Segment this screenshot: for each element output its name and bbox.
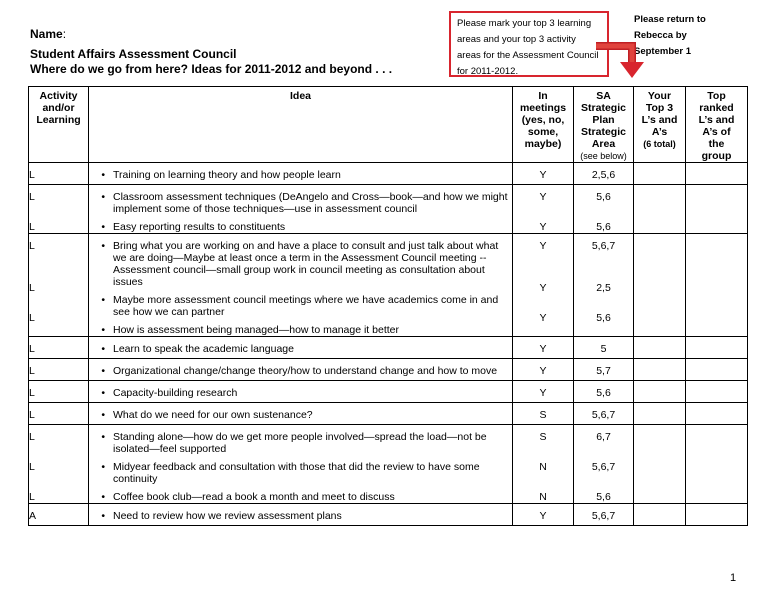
cell-top-ranked <box>686 359 748 381</box>
list-item <box>89 387 512 399</box>
meetings-value: Y <box>539 282 547 294</box>
bullet-icon: • <box>101 240 105 252</box>
meetings-value: N <box>539 461 547 473</box>
cell-strategic-area <box>574 504 634 526</box>
cell-in-meetings <box>513 403 574 425</box>
cell-your-top-3[interactable] <box>634 403 686 425</box>
cell-your-top-3[interactable] <box>634 234 686 337</box>
bullet-icon: • <box>101 387 105 399</box>
list-item <box>89 294 512 318</box>
meetings-value: S <box>539 409 547 421</box>
bullet-icon: • <box>101 431 105 443</box>
meetings-value: Y <box>539 365 547 377</box>
cell-in-meetings <box>513 381 574 403</box>
col-activity-learning: Activity and/or Learning <box>29 87 89 163</box>
bullet-icon: • <box>101 365 105 377</box>
activity-type-label: L <box>29 191 35 203</box>
cell-idea <box>89 163 513 185</box>
cell-top-ranked <box>686 381 748 403</box>
idea-text: Easy reporting results to constituents <box>113 221 286 233</box>
bullet-icon: • <box>101 221 105 233</box>
cell-top-ranked <box>686 163 748 185</box>
meetings-value: Y <box>539 221 547 233</box>
cell-your-top-3[interactable] <box>634 425 686 504</box>
strategic-area-value: 5,6,7 <box>591 461 616 473</box>
idea-text: Midyear feedback and consultation with those that did the review to have some continuity <box>113 461 480 485</box>
cell-idea <box>89 403 513 425</box>
bullet-icon: • <box>101 409 105 421</box>
cell-activity-type <box>29 381 89 403</box>
cell-idea <box>89 504 513 526</box>
cell-strategic-area <box>574 234 634 337</box>
table-row <box>29 381 748 403</box>
cell-top-ranked <box>686 403 748 425</box>
cell-strategic-area <box>574 163 634 185</box>
strategic-area-value: 5,6 <box>596 312 611 324</box>
activity-type-label: A <box>29 510 37 522</box>
cell-in-meetings <box>513 359 574 381</box>
cell-activity-type <box>29 337 89 359</box>
cell-strategic-area <box>574 185 634 234</box>
col-in-meetings: In meetings (yes, no, some, maybe) <box>513 87 574 163</box>
activity-type-label: L <box>29 431 35 443</box>
list-item <box>89 409 512 421</box>
strategic-area-value: 5,6 <box>596 491 611 503</box>
strategic-area-value: 5,6 <box>596 191 611 203</box>
activity-type-label: L <box>29 365 35 377</box>
table-row <box>29 403 748 425</box>
title-line-1: Student Affairs Assessment Council <box>30 47 237 61</box>
cell-your-top-3[interactable] <box>634 359 686 381</box>
cell-your-top-3[interactable] <box>634 504 686 526</box>
idea-text: Coffee book club—read a book a month and meet to discuss <box>113 491 395 503</box>
cell-your-top-3[interactable] <box>634 337 686 359</box>
activity-type-label: L <box>29 409 35 421</box>
instruction-note: Please mark your top 3 learning areas and your top 3 activity areas for the Assessment Council for 2011-2012. <box>449 11 609 77</box>
meetings-value: Y <box>539 510 547 522</box>
bullet-icon: • <box>101 191 105 203</box>
page-number: 1 <box>730 572 737 584</box>
cell-activity-type <box>29 504 89 526</box>
activity-type-label: L <box>29 491 35 503</box>
name-field-label: Name: <box>30 27 67 41</box>
cell-strategic-area <box>574 381 634 403</box>
table-row <box>29 425 748 504</box>
bullet-icon: • <box>101 343 105 355</box>
idea-text: Capacity-building research <box>113 387 238 399</box>
strategic-area-value: 5,6,7 <box>591 409 616 421</box>
list-item <box>89 510 512 522</box>
cell-strategic-area <box>574 359 634 381</box>
cell-top-ranked <box>686 425 748 504</box>
idea-text: How is assessment being managed—how to manage it better <box>113 324 399 336</box>
list-item <box>89 491 512 503</box>
return-note: Please return to Rebecca by September 1 <box>634 14 706 57</box>
cell-in-meetings <box>513 337 574 359</box>
bullet-icon: • <box>101 491 105 503</box>
idea-text: Learn to speak the academic language <box>113 343 294 355</box>
cell-strategic-area <box>574 337 634 359</box>
col-idea: Idea <box>89 87 513 163</box>
cell-activity-type <box>29 359 89 381</box>
cell-in-meetings <box>513 234 574 337</box>
cell-idea <box>89 234 513 337</box>
idea-text: Classroom assessment techniques (DeAngelo and Cross—book—and how we might implement some of those techniques—use in assessment council <box>113 191 508 215</box>
cell-in-meetings <box>513 425 574 504</box>
col-sa-strategic-area: SA Strategic Plan Strategic Area (see below) <box>574 87 634 163</box>
activity-type-label: L <box>29 461 35 473</box>
list-item <box>89 343 512 355</box>
meetings-value: Y <box>539 169 547 181</box>
idea-text: What do we need for our own sustenance? <box>113 409 313 421</box>
cell-in-meetings <box>513 163 574 185</box>
list-item <box>89 365 512 377</box>
idea-text: Maybe more assessment council meetings where we have academics come in and see how we can partner <box>113 294 499 318</box>
idea-text: Organizational change/change theory/how to understand change and how to move <box>113 365 498 377</box>
cell-top-ranked <box>686 337 748 359</box>
cell-top-ranked <box>686 185 748 234</box>
activity-type-label: L <box>29 343 35 355</box>
strategic-area-value: 5 <box>600 343 607 355</box>
list-item <box>89 461 512 485</box>
meetings-value: Y <box>539 343 547 355</box>
table-row <box>29 185 748 234</box>
activity-type-label: L <box>29 387 35 399</box>
meetings-value: Y <box>539 387 547 399</box>
strategic-area-value: 6,7 <box>596 431 611 443</box>
idea-text: Bring what you are working on and have a place to consult and just talk about what we are doing—Maybe at least once a term in the Assessment Council meeting -- Assessment council—small group work in council meeting as consultation about issues <box>113 240 499 288</box>
list-item <box>89 169 512 181</box>
meetings-value: N <box>539 491 547 503</box>
cell-activity-type <box>29 403 89 425</box>
strategic-area-value: 5,6,7 <box>591 510 616 522</box>
meetings-value: Y <box>539 312 547 324</box>
cell-activity-type <box>29 234 89 337</box>
bullet-icon: • <box>101 461 105 473</box>
list-item <box>89 324 512 336</box>
bullet-icon: • <box>101 324 105 336</box>
strategic-area-value: 2,5 <box>596 282 611 294</box>
col-your-top-3: Your Top 3 L’s and A’s (6 total) <box>634 87 686 163</box>
cell-idea <box>89 359 513 381</box>
cell-idea <box>89 381 513 403</box>
activity-type-label: L <box>29 221 35 233</box>
idea-text: Need to review how we review assessment plans <box>113 510 342 522</box>
idea-text: Standing alone—how do we get more people involved—spread the load—not be isolated—feel supported <box>113 431 487 455</box>
cell-your-top-3[interactable] <box>634 381 686 403</box>
table-row <box>29 337 748 359</box>
document-title <box>30 47 392 77</box>
strategic-area-value: 5,7 <box>596 365 611 377</box>
cell-idea <box>89 425 513 504</box>
cell-strategic-area <box>574 425 634 504</box>
list-item <box>89 191 512 215</box>
ideas-table <box>28 86 748 526</box>
activity-type-label: L <box>29 312 35 324</box>
bullet-icon: • <box>101 510 105 522</box>
cell-idea <box>89 337 513 359</box>
meetings-value: Y <box>539 191 547 203</box>
red-arrow-icon <box>594 40 650 82</box>
cell-idea <box>89 185 513 234</box>
cell-your-top-3[interactable] <box>634 185 686 234</box>
strategic-area-value: 5,6 <box>596 387 611 399</box>
idea-text: Training on learning theory and how people learn <box>113 169 341 181</box>
list-item <box>89 221 512 233</box>
cell-top-ranked <box>686 234 748 337</box>
table-row <box>29 163 748 185</box>
strategic-area-value: 5,6 <box>596 221 611 233</box>
list-item <box>89 431 512 455</box>
activity-type-label: L <box>29 240 35 252</box>
table-row <box>29 234 748 337</box>
cell-activity-type <box>29 163 89 185</box>
cell-activity-type <box>29 185 89 234</box>
col-top-ranked: Top ranked L’s and A’s of the group <box>686 87 748 163</box>
bullet-icon: • <box>101 294 105 306</box>
strategic-area-value: 2,5,6 <box>591 169 616 181</box>
bullet-icon: • <box>101 169 105 181</box>
list-item <box>89 240 512 288</box>
cell-in-meetings <box>513 185 574 234</box>
table-row <box>29 504 748 526</box>
strategic-area-value: 5,6,7 <box>591 240 616 252</box>
meetings-value: S <box>539 431 547 443</box>
activity-type-label: L <box>29 169 35 181</box>
title-line-2: Where do we go from here? Ideas for 2011-2012 and beyond . . . <box>30 62 393 76</box>
cell-your-top-3[interactable] <box>634 163 686 185</box>
cell-in-meetings <box>513 504 574 526</box>
cell-strategic-area <box>574 403 634 425</box>
activity-type-label: L <box>29 282 35 294</box>
meetings-value: Y <box>539 240 547 252</box>
cell-activity-type <box>29 425 89 504</box>
cell-top-ranked <box>686 504 748 526</box>
table-row <box>29 359 748 381</box>
